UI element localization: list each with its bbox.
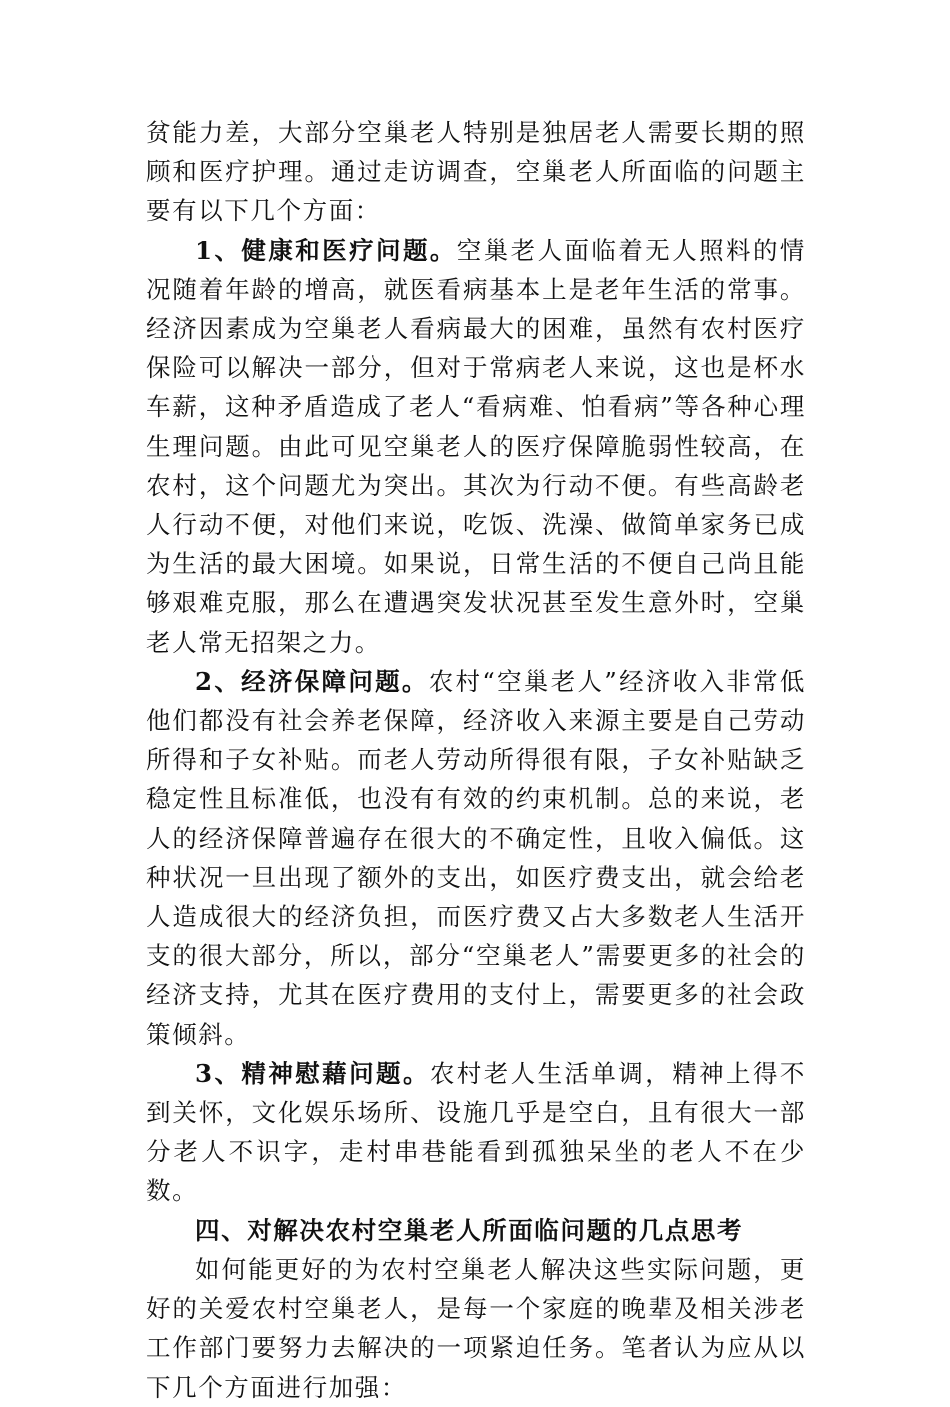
body-paragraph: 如何能更好的为农村空巢老人解决这些实际问题，更好的关爱农村空巢老人，是每一个家庭的晚辈及相关涉老工作部门要努力去解决的一项紧迫任务。笔者认为应从以下几个方面进行加强： [146, 1254, 806, 1402]
issue-spirit-heading: 3、精神慰藉问题。 [195, 1058, 430, 1088]
issue-health-paragraph [146, 231, 806, 662]
issue-economy-heading: 2、经济保障问题。 [195, 666, 429, 696]
document-page [146, 113, 806, 1407]
issue-health-heading: 1、健康和医疗问题。 [195, 235, 457, 265]
issue-spirit-paragraph [146, 1054, 806, 1211]
issue-health-text: 空巢老人面临着无人照料的情况随着年龄的增高，就医看病基本上是老年生活的常事。经济因素成为空巢老人看病最大的困难，虽然有农村医疗保险可以解决一部分，但对于常病老人来说，这也是杯水车薪，这种矛盾造成了老人“看病难、怕看病”等各种心理生理问题。由此可见空巢老人的医疗保障脆弱性较高，在农村，这个问题尤为突出。其次为行动不便。有些高龄老人行动不便，对他们来说，吃饭、洗澡、做简单家务已成为生活的最大困境。如果说，日常生活的不便自己尚且能够艰难克服，那么在遭遇突发状况甚至发生意外时，空巢老人常无招架之力。 [146, 235, 806, 657]
issue-spirit-text: 农村老人生活单调，精神上得不到关怀，文化娱乐场所、设施几乎是空白，且有很大一部分老人不识字，走村串巷能看到孤独呆坐的老人不在少数。 [146, 1058, 806, 1206]
section-heading: 四、对解决农村空巢老人所面临问题的几点思考 [195, 1215, 744, 1245]
issue-economy-paragraph [146, 662, 806, 1054]
body-paragraph: 贫能力差，大部分空巢老人特别是独居老人需要长期的照顾和医疗护理。通过走访调查，空巢老人所面临的问题主要有以下几个方面： [146, 118, 806, 226]
issue-economy-text: 农村“空巢老人”经济收入非常低他们都没有社会养老保障，经济收入来源主要是自己劳动所得和子女补贴。而老人劳动所得很有限，子女补贴缺乏稳定性且标准低，也没有有效的约束机制。总的来说，老人的经济保障普遍存在很大的不确定性，且收入偏低。这种状况一旦出现了额外的支出，如医疗费支出，就会给老人造成很大的经济负担，而医疗费又占大多数老人生活开支的很大部分，所以，部分“空巢老人”需要更多的社会的经济支持，尤其在医疗费用的支付上，需要更多的社会政策倾斜。 [146, 666, 806, 1049]
